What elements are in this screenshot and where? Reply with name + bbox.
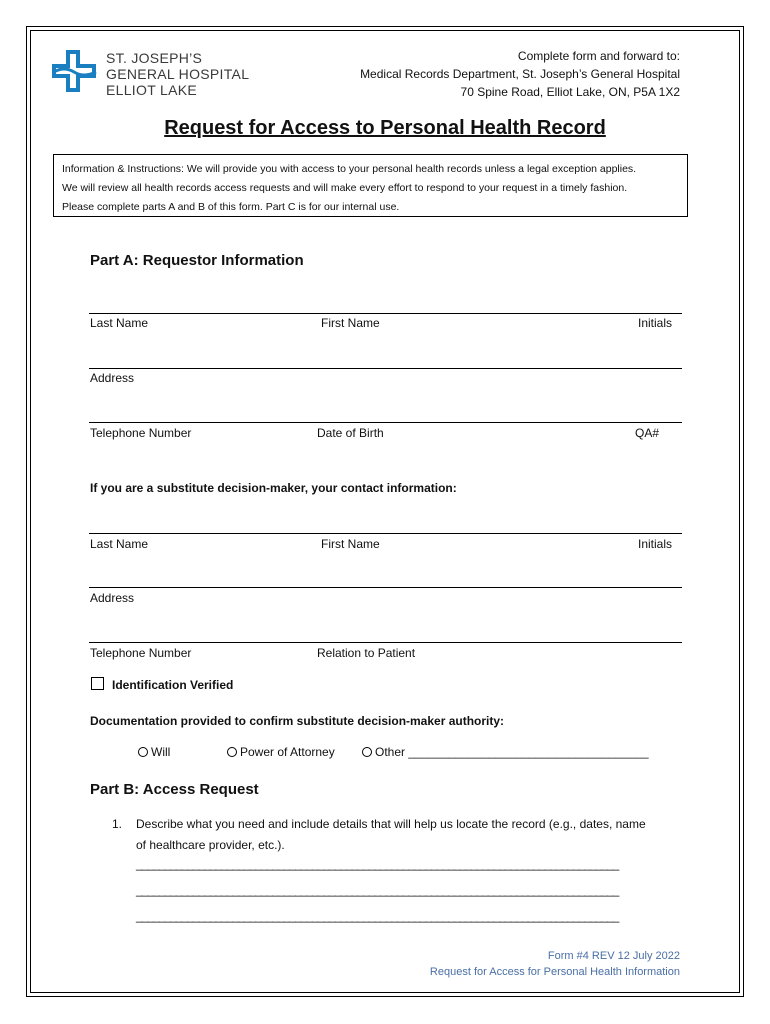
footer-form-number: Form #4 REV 12 July 2022 (547, 950, 680, 962)
answer-line-2[interactable]: _____________________________________________________________________________________ (136, 883, 619, 897)
item-number: 1. (112, 817, 123, 831)
relation-label: Relation to Patient (317, 646, 416, 660)
forward-instructions (360, 47, 680, 101)
option-will[interactable] (138, 745, 170, 759)
sdm-last-name-label: Last Name (90, 537, 149, 551)
power-of-attorney-label: Power of Attorney (240, 745, 335, 759)
dob-label: Date of Birth (317, 426, 384, 440)
id-verified-label: Identification Verified (112, 678, 234, 692)
part-a-heading: Part A: Requestor Information (90, 252, 304, 269)
sdm-initials-label: Initials (637, 537, 672, 551)
sdm-phone-field-line[interactable] (89, 642, 682, 643)
item-line-1: Describe what you need and include details that will help us locate the record (e.g., dates, name (136, 817, 646, 831)
answer-line-1[interactable]: _____________________________________________________________________________________ (136, 857, 619, 871)
address-label: Address (90, 371, 135, 385)
logo-line-1: ST. JOSEPH’S (106, 50, 203, 66)
sdm-address-label: Address (90, 591, 135, 605)
item-line-2: of healthcare provider, etc.). (136, 838, 285, 852)
info-line-2: We will review all health records access requests and will make every effort to respond to your request in a timely fashion. (62, 182, 628, 194)
sdm-telephone-label: Telephone Number (90, 646, 192, 660)
name-field-line[interactable] (89, 313, 682, 314)
power-of-attorney-radio[interactable] (227, 747, 237, 757)
forward-line-1: Complete form and forward to: (517, 49, 680, 63)
form-title: Request for Access to Personal Health Record (164, 117, 606, 139)
logo-line-3: ELLIOT LAKE (106, 82, 197, 98)
part-b-heading: Part B: Access Request (90, 781, 259, 798)
sdm-name-field-line[interactable] (89, 533, 682, 534)
qa-label: QA# (634, 426, 659, 440)
address-field-line[interactable] (89, 368, 682, 369)
item-description (136, 814, 646, 856)
option-power-of-attorney[interactable] (227, 745, 335, 759)
info-line-3: Please complete parts A and B of this form. Part C is for our internal use. (62, 201, 400, 213)
sdm-first-name-label: First Name (321, 537, 380, 551)
will-radio[interactable] (138, 747, 148, 757)
documentation-heading: Documentation provided to confirm substitute decision-maker authority: (90, 714, 505, 728)
last-name-label: Last Name (90, 316, 149, 330)
telephone-label: Telephone Number (90, 426, 192, 440)
footer-form-title: Request for Access for Personal Health Information (429, 966, 680, 978)
instructions-box (53, 154, 688, 217)
option-other[interactable] (362, 745, 649, 759)
other-label: Other ____________________________________ (375, 745, 649, 759)
hospital-cross-logo (52, 50, 98, 98)
info-line-1: Information & Instructions: We will provide you with access to your personal health records unless a legal exception applies. (62, 163, 637, 175)
id-verified-checkbox[interactable] (91, 677, 104, 690)
answer-line-3[interactable]: _____________________________________________________________________________________ (136, 909, 619, 923)
first-name-label: First Name (321, 316, 380, 330)
other-radio[interactable] (362, 747, 372, 757)
sdm-address-field-line[interactable] (89, 587, 682, 588)
forward-line-3: 70 Spine Road, Elliot Lake, ON, P5A 1X2 (460, 85, 680, 99)
forward-line-2: Medical Records Department, St. Joseph’s General Hospital (360, 67, 680, 81)
will-label: Will (151, 745, 171, 759)
hospital-name (106, 50, 249, 98)
initials-label: Initials (637, 316, 672, 330)
sdm-heading: If you are a substitute decision-maker, your contact information: (90, 481, 457, 495)
phone-field-line[interactable] (89, 422, 682, 423)
logo-line-2: GENERAL HOSPITAL (106, 66, 250, 82)
